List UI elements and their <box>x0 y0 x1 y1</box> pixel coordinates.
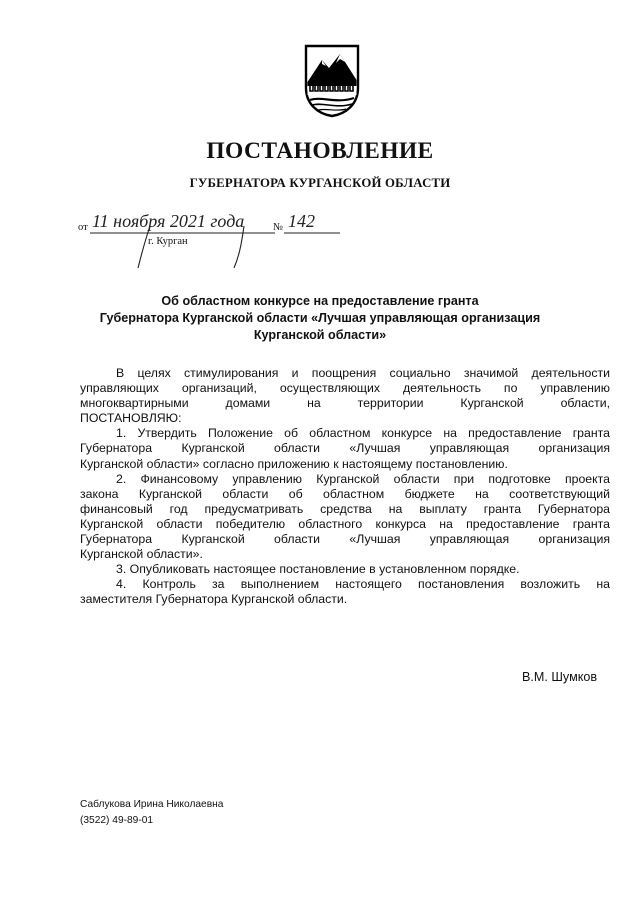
number-prefix: № <box>273 222 284 233</box>
body-line: Губернатора Курганской области «Лучшая управляющая организация <box>80 532 610 547</box>
heading-line: Курганской области» <box>253 328 387 342</box>
executor-name: Саблукова Ирина Николаевна <box>80 799 224 810</box>
body-line: Губернатора Курганской области «Лучшая управляющая организация <box>80 441 610 456</box>
heading-line: Губернатора Курганской области «Лучшая управляющая организация <box>99 311 541 325</box>
body-line: многоквартирными домами на территории Курганской области, <box>80 396 610 411</box>
body-line: Курганской области». <box>80 547 203 562</box>
body-line: ПОСТАНОВЛЯЮ: <box>80 411 182 426</box>
body-line: закона Курганской области об областном бюджете на соответствующий <box>80 486 610 501</box>
handwritten-number: 142 <box>288 211 315 231</box>
body-line: Курганской области победителю областного конкурса на предоставление гранта <box>80 516 610 531</box>
heading-line: Об областном конкурсе на предоставление гранта <box>161 294 479 308</box>
body-line: управляющих организаций, осуществляющих деятельность по управлению <box>80 381 610 396</box>
date-prefix: от <box>78 222 88 233</box>
document-body <box>80 366 610 608</box>
number-underline <box>284 231 340 235</box>
body-line: 1. Утвердить Положение об областном конкурсе на предоставление гранта <box>116 426 610 441</box>
executor-phone: (3522) 49-89-01 <box>80 815 154 826</box>
body-line: 4. Контроль за выполнением настоящего постановления возложить на <box>116 577 610 592</box>
coat-of-arms-icon <box>302 42 362 118</box>
body-line: Курганской области» согласно приложению к настоящему постановлению. <box>80 456 508 471</box>
handwritten-stroke-right <box>230 224 250 270</box>
document-subtitle: ГУБЕРНАТОРА КУРГАНСКОЙ ОБЛАСТИ <box>189 176 451 190</box>
document-title: ПОСТАНОВЛЕНИЕ <box>206 138 434 164</box>
body-line: 2. Финансовому управлению Курганской области при подготовке проекта <box>116 471 610 486</box>
body-line: финансовый год предусматривать средства на выплату гранта Губернатора <box>80 501 610 516</box>
handwritten-date: 11 ноября 2021 года <box>92 211 245 231</box>
document-heading <box>60 293 580 344</box>
executor-block <box>80 797 223 829</box>
date-number-row <box>78 210 378 270</box>
body-line: заместителя Губернатора Курганской области. <box>80 592 348 607</box>
body-line: В целях стимулирования и поощрения социально значимой деятельности <box>116 366 610 380</box>
signature-name: В.М. Шумков <box>522 670 598 684</box>
city-label: г. Курган <box>148 236 188 247</box>
body-line: 3. Опубликовать настоящее постановление в установленном порядке. <box>116 562 520 577</box>
handwritten-stroke-left <box>134 224 154 270</box>
